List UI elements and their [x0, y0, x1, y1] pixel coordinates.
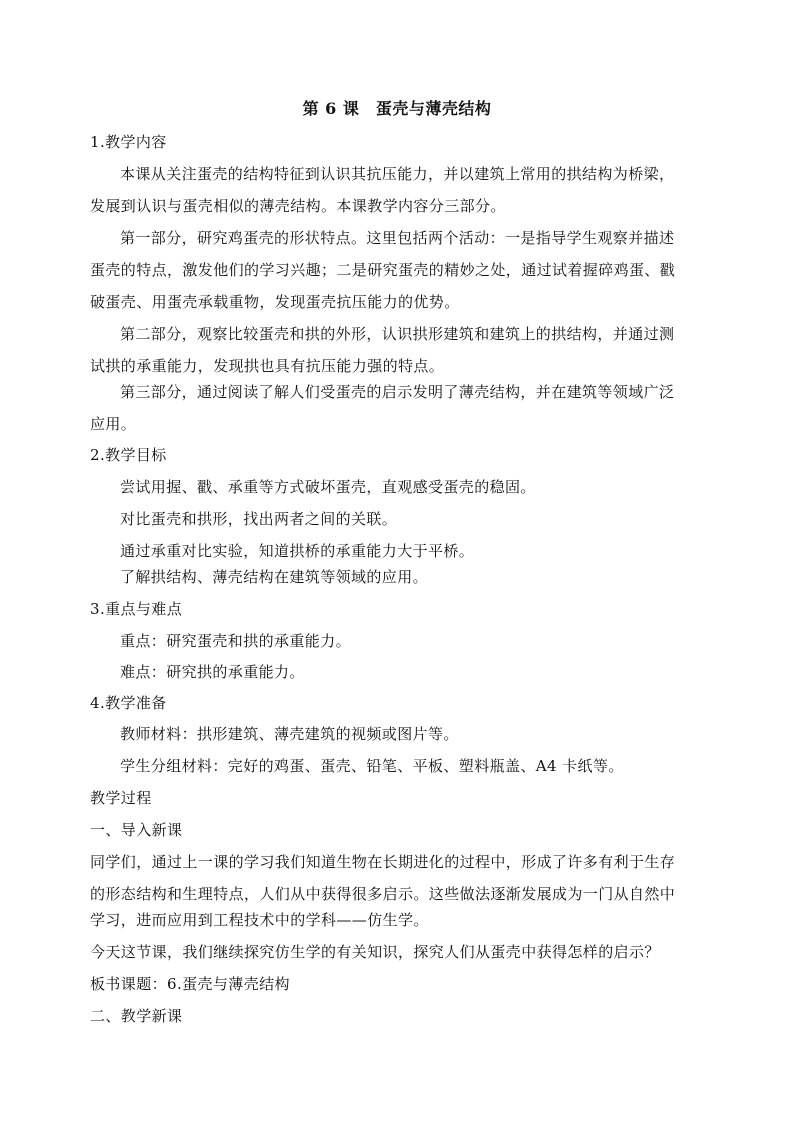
paragraph-line: 第三部分，通过阅读了解人们受蛋壳的启示发明了薄壳结构，并在建筑等领域广泛	[120, 383, 675, 401]
process-part-new-lesson: 二、教学新课	[90, 1007, 183, 1025]
objective-item: 尝试用握、戳、承重等方式破坏蛋壳，直观感受蛋壳的稳固。	[120, 478, 536, 496]
key-point: 重点：研究蛋壳和拱的承重能力。	[120, 632, 352, 650]
section-heading-objectives: 2.教学目标	[90, 446, 167, 464]
objective-item: 通过承重对比实验，知道拱桥的承重能力大于平桥。	[120, 542, 475, 560]
paragraph-line: 本课从关注蛋壳的结构特征到认识其抗压能力，并以建筑上常用的拱结构为桥梁，	[120, 165, 675, 183]
lesson-title: 第 6 课 蛋壳与薄壳结构	[302, 99, 492, 118]
board-title: 板书课题：6.蛋壳与薄壳结构	[90, 975, 290, 993]
paragraph-line: 应用。	[90, 415, 137, 433]
paragraph-line: 第一部分，研究鸡蛋壳的形状特点。这里包括两个活动：一是指导学生观察并描述	[120, 229, 675, 247]
paragraph-line: 学习，进而应用到工程技术中的学科——仿生学。	[90, 911, 429, 929]
teacher-materials: 教师材料：拱形建筑、薄壳建筑的视频或图片等。	[120, 725, 459, 743]
paragraph-line: 同学们，通过上一课的学习我们知道生物在长期进化的过程中，形成了许多有利于生存	[90, 853, 676, 871]
student-materials: 学生分组材料：完好的鸡蛋、蛋壳、铅笔、平板、塑料瓶盖、A4 卡纸等。	[120, 757, 624, 775]
section-heading-key-points: 3.重点与难点	[90, 600, 183, 618]
section-heading-content: 1.教学内容	[90, 133, 167, 151]
paragraph-line: 的形态结构和生理特点，人们从中获得很多启示。这些做法逐渐发展成为一门从自然中	[90, 885, 676, 903]
process-heading: 教学过程	[90, 789, 152, 807]
paragraph-line: 今天这节课，我们继续探究仿生学的有关知识，探究人们从蛋壳中获得怎样的启示？	[90, 943, 660, 961]
section-heading-preparation: 4.教学准备	[90, 694, 167, 712]
objective-item: 了解拱结构、薄壳结构在建筑等领域的应用。	[120, 568, 429, 586]
paragraph-line: 第二部分，观察比较蛋壳和拱的外形，认识拱形建筑和建筑上的拱结构，并通过测	[120, 325, 675, 343]
paragraph-line: 蛋壳的特点，激发他们的学习兴趣；二是研究蛋壳的精妙之处，通过试着握碎鸡蛋、戳	[90, 261, 676, 279]
paragraph-line: 试拱的承重能力，发现拱也具有抗压能力强的特点。	[90, 357, 445, 375]
objective-item: 对比蛋壳和拱形，找出两者之间的关联。	[120, 510, 398, 528]
paragraph-line: 发展到认识与蛋壳相似的薄壳结构。本课教学内容分三部分。	[90, 197, 506, 215]
difficulty-point: 难点：研究拱的承重能力。	[120, 663, 305, 681]
paragraph-line: 破蛋壳、用蛋壳承载重物，发现蛋壳抗压能力的优势。	[90, 293, 460, 311]
process-part-intro: 一、导入新课	[90, 821, 183, 839]
